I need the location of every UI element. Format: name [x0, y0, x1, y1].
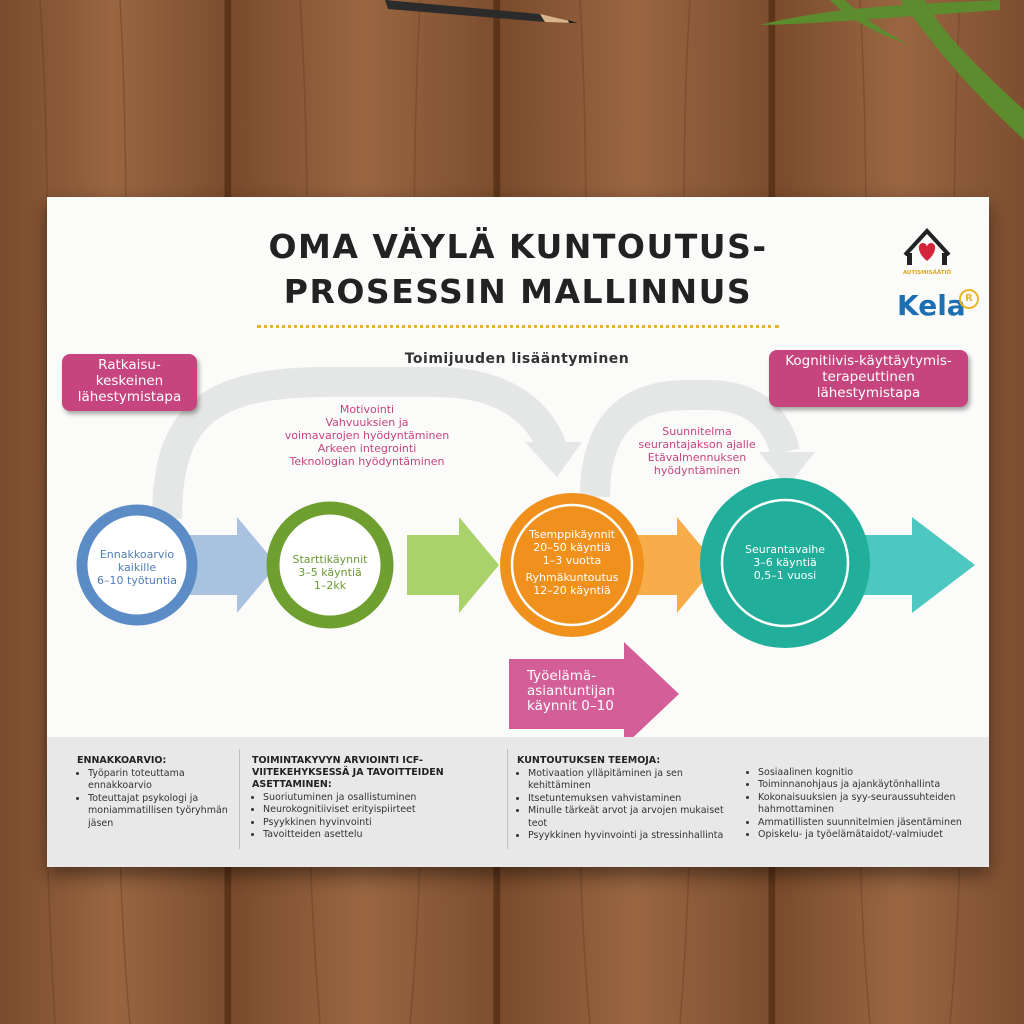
- info-col3-item: • Motivaation ylläpitäminen ja sen kehittäminen: [528, 768, 742, 793]
- stage-3b-line-1: Ryhmäkuntoutus: [525, 571, 619, 584]
- approach-cognitive-behavioral: [769, 350, 968, 407]
- info-ennakkoarvio: [77, 755, 237, 830]
- stage-3-line-1: Tsemppikäynnit: [529, 528, 615, 541]
- themes-top-line-5: Teknologian hyödyntäminen: [289, 455, 445, 468]
- flow-title: Toimijuuden lisääntyminen: [404, 351, 630, 367]
- stage-1-line-3: 6–10 työtuntia: [97, 574, 177, 587]
- info-col3-heading: KUNTOUTUKSEN TEEMOJA:: [517, 755, 661, 766]
- grey-arc-left-head: [525, 442, 582, 477]
- approach-solution-focused: [62, 354, 197, 411]
- work-expert-line-1: Työelämä-: [527, 668, 597, 684]
- info-col1-item: • Toteuttajat psykologi ja moniammatillisen työryhmän jäsen: [88, 793, 237, 830]
- info-col4-item: • Ammatillisten suunnitelmien jäsentäminen: [758, 817, 987, 829]
- info-col2-item: • Suoriutuminen ja osallistuminen: [263, 792, 502, 804]
- stage-1-line-2: kaikille: [117, 561, 157, 574]
- themes-top-line-4: Arkeen integrointi: [317, 442, 417, 455]
- stage-label-tsemppi: [502, 528, 642, 567]
- arrow-teal: [859, 517, 975, 613]
- stage-2-line-1: Starttikäynnit: [292, 553, 368, 566]
- poster-title-line-2: PROSESSIN MALLINNUS: [283, 272, 753, 311]
- themes-top-line-2: Vahvuuksien ja: [325, 416, 409, 429]
- stage-3-line-3: 1–3 vuotta: [542, 554, 602, 567]
- kela-logo: Kela: [897, 289, 966, 322]
- themes-follow-line-2: seurantajakson ajalle: [638, 438, 756, 451]
- stage-1-line-1: Ennakkoarvio: [99, 548, 175, 561]
- approach-right-line-3: lähestymistapa: [816, 385, 921, 401]
- work-expert-label: [527, 669, 637, 714]
- info-teemat: [517, 755, 742, 842]
- themes-top: [252, 403, 482, 468]
- info-toimintakyky: [252, 755, 502, 842]
- stage-2-line-2: 3–5 käyntiä: [298, 566, 362, 579]
- stage-label-ryhmakuntoutus: [502, 571, 642, 597]
- themes-follow-line-3: Etävalmennuksen: [647, 451, 747, 464]
- poster-title-line-1: OMA VÄYLÄ KUNTOUTUS-: [268, 227, 768, 266]
- stage-4-line-1: Seurantavaihe: [744, 543, 826, 556]
- themes-follow-up: [602, 425, 792, 477]
- themes-top-line-3: voimavarojen hyödyntäminen: [284, 429, 450, 442]
- stage-label-startti: [280, 553, 380, 592]
- stage-label-ennakkoarvio: [87, 548, 187, 587]
- stage-3b-line-2: 12–20 käyntiä: [533, 584, 611, 597]
- approach-left-line-2: keskeinen: [95, 373, 164, 389]
- info-col3-item: • Psyykkinen hyvinvointi ja stressinhallinta: [528, 830, 742, 842]
- stage-3-line-2: 20–50 käyntiä: [533, 541, 611, 554]
- info-col2-item: • Tavoitteiden asettelu: [263, 829, 502, 841]
- info-separator-1: [239, 749, 240, 849]
- info-col3-item: • Minulle tärkeät arvot ja arvojen mukaiset teot: [528, 805, 742, 830]
- approach-right-line-2: terapeuttinen: [822, 369, 915, 385]
- stage-4-line-2: 3–6 käyntiä: [753, 556, 817, 569]
- arrow-blue: [185, 517, 277, 613]
- themes-follow-line-4: hyödyntäminen: [653, 464, 741, 477]
- info-separator-2: [507, 749, 508, 849]
- themes-top-line-1: Motivointi: [339, 403, 395, 416]
- info-col1-item: • Työparin toteuttama ennakkoarvio: [88, 768, 237, 793]
- stage-label-seuranta: [725, 543, 845, 582]
- approach-right-line-1: Kognitiivis-käyttäytymis-: [785, 353, 952, 369]
- stage-2-line-3: 1–2kk: [313, 579, 347, 592]
- info-teemat-continued: [747, 767, 987, 841]
- autismisaatio-logo-text: AUTISMISÄÄTIÖ: [902, 270, 952, 276]
- info-col2-heading: TOIMINTAKYVYN ARVIOINTI ICF-VIITEKEHYKSESSÄ JA TAVOITTEIDEN ASETTAMINEN:: [252, 755, 444, 790]
- kela-logo-badge: R: [959, 289, 979, 309]
- stage-4-line-3: 0,5–1 vuosi: [753, 569, 817, 582]
- info-col4-item: • Sosiaalinen kognitio: [758, 767, 987, 779]
- info-col4-item: • Opiskelu- ja työelämätaidot/-valmiudet: [758, 829, 987, 841]
- approach-left-line-3: lähestymistapa: [77, 389, 182, 405]
- poster: [47, 197, 989, 867]
- info-col3-item: • Itsetuntemuksen vahvistaminen: [528, 793, 742, 805]
- info-col4-item: • Kokonaisuuksien ja syy-seuraussuhteiden hahmottaminen: [758, 792, 987, 817]
- info-col4-item: • Toiminnanohjaus ja ajankäytönhallinta: [758, 779, 987, 791]
- info-col2-item: • Psyykkinen hyvinvointi: [263, 817, 502, 829]
- work-expert-line-3: käynnit 0–10: [527, 698, 614, 714]
- work-expert-line-2: asiantuntijan: [527, 683, 615, 699]
- approach-left-line-1: Ratkaisu-: [98, 357, 161, 373]
- info-col2-item: • Neurokognitiiviset erityispiirteet: [263, 804, 502, 816]
- arrow-green: [407, 517, 499, 613]
- themes-follow-line-1: Suunnitelma: [662, 425, 732, 438]
- info-col1-heading: ENNAKKOARVIO:: [77, 755, 167, 766]
